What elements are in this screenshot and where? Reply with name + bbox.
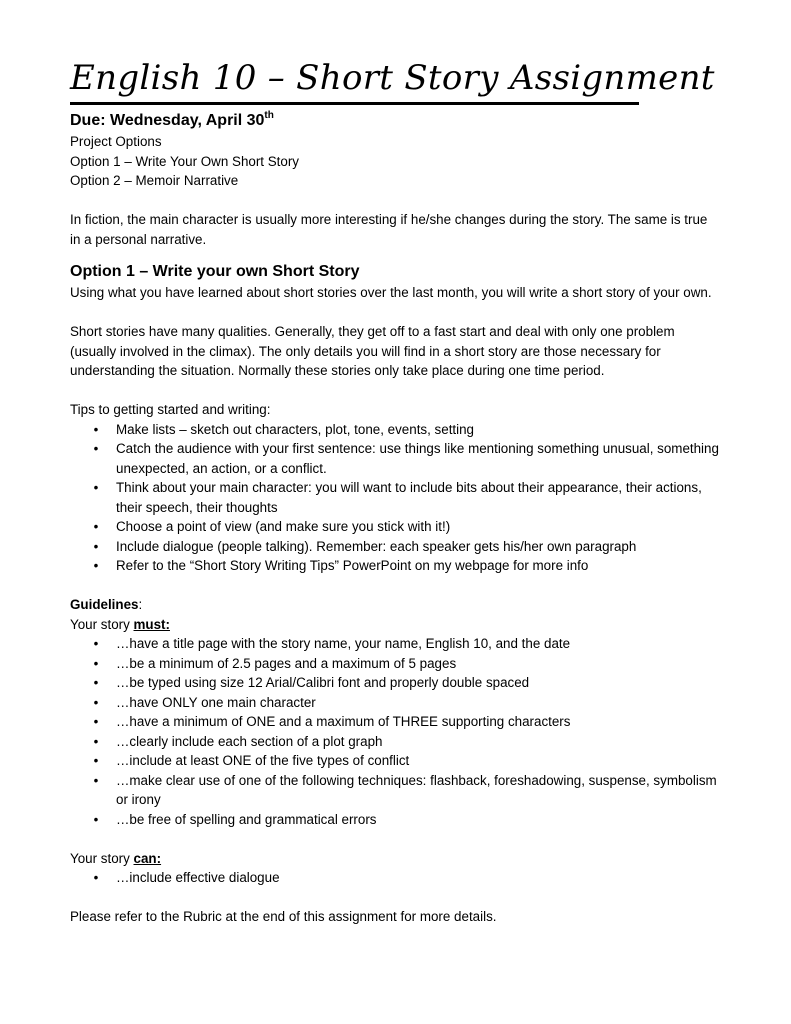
list-item (70, 420, 720, 440)
can-heading-prefix: Your story (70, 850, 134, 866)
list-item (70, 517, 720, 537)
list-item (70, 868, 720, 888)
bullet-icon: • (93, 753, 99, 768)
option1-paragraph-2: Short stories have many qualities. Generally, they get off to a fast start and deal with only one problem (usually involved in the climax). The only details you will find in a short story are those necessary for understanding the situation. Normally these stories only take place during one time period. (70, 324, 675, 378)
bullet-icon: • (93, 636, 99, 651)
list-item (70, 771, 720, 810)
spacer (70, 888, 720, 908)
list-item-text: …have a minimum of ONE and a maximum of THREE supporting characters (116, 714, 571, 729)
due-date-suffix: th (264, 109, 274, 121)
list-item-text: …be free of spelling and grammatical errors (116, 811, 377, 827)
due-date (70, 110, 720, 132)
list-item (70, 751, 720, 771)
can-heading (70, 849, 720, 869)
spacer (70, 576, 720, 596)
option1-heading: Option 1 – Write your own Short Story (70, 263, 360, 280)
list-item (70, 556, 720, 576)
list-item (70, 732, 720, 752)
bullet-icon: • (93, 811, 99, 827)
bullet-icon: • (93, 870, 99, 885)
bullet-icon: • (93, 733, 99, 749)
bullet-icon: • (93, 441, 99, 456)
must-list (70, 634, 720, 829)
page-title: English 10 – Short Story Assignment (70, 58, 715, 98)
must-heading-prefix: Your story (70, 616, 134, 632)
list-item-text: …make clear use of one of the following techniques: flashback, foreshadowing, suspense, symbolism or irony (116, 772, 717, 807)
spacer (70, 191, 720, 211)
list-item-text: …be a minimum of 2.5 pages and a maximum of 5 pages (116, 655, 457, 671)
spacer (70, 303, 720, 323)
list-item (70, 478, 720, 517)
bullet-icon: • (93, 655, 99, 671)
bullet-icon: • (93, 694, 99, 710)
list-item-text: Choose a point of view (and make sure you stick with it!) (116, 519, 451, 534)
list-item (70, 654, 720, 674)
option1-paragraph-1: Using what you have learned about short stories over the last month, you will write a short story of your own. (70, 285, 712, 300)
list-item (70, 634, 720, 654)
list-item-text: Catch the audience with your first sentence: use things like mentioning something unusual, something unexpected, an action, or a conflict. (116, 441, 719, 476)
list-item-text: …be typed using size 12 Arial/Calibri font and properly double spaced (116, 675, 530, 690)
list-item-text: Include dialogue (people talking). Remember: each speaker gets his/her own paragraph (116, 538, 637, 554)
list-item-text: …clearly include each section of a plot graph (116, 733, 383, 749)
list-item-text: …include effective dialogue (116, 870, 280, 885)
bullet-icon: • (93, 772, 99, 788)
list-item (70, 712, 720, 732)
project-option-1: Option 1 – Write Your Own Short Story (70, 153, 299, 169)
list-item-text: …have ONLY one main character (116, 694, 316, 710)
list-item (70, 673, 720, 693)
tips-heading: Tips to getting started and writing: (70, 402, 271, 417)
bullet-icon: • (93, 480, 99, 495)
guidelines-heading-label: Guidelines (70, 597, 139, 612)
closing-note: Please refer to the Rubric at the end of this assignment for more details. (70, 909, 497, 924)
guidelines-heading-colon: : (138, 597, 143, 612)
project-options-heading: Project Options (70, 134, 162, 149)
guidelines-heading (70, 595, 720, 615)
title-underline-rule (70, 102, 639, 105)
bullet-icon: • (93, 519, 99, 534)
due-date-label: Due: Wednesday, April 30 (70, 112, 265, 129)
can-list (70, 868, 720, 888)
list-item-text: Make lists – sketch out characters, plot, tone, events, setting (116, 421, 475, 437)
bullet-icon: • (93, 675, 99, 690)
bullet-icon: • (93, 558, 99, 573)
list-item-text: …have a title page with the story name, your name, English 10, and the date (116, 636, 571, 651)
list-item (70, 537, 720, 557)
list-item-text: Think about your main character: you will want to include bits about their appearance, their actions, their speech, their thoughts (116, 480, 702, 515)
bullet-icon: • (93, 538, 99, 554)
can-heading-keyword: can: (133, 850, 162, 866)
list-item-text: Refer to the “Short Story Writing Tips” PowerPoint on my webpage for more info (116, 558, 589, 573)
must-heading-keyword: must: (133, 616, 170, 632)
list-item (70, 693, 720, 713)
list-item-text: …include at least ONE of the five types of conflict (116, 753, 410, 768)
intro-paragraph: In fiction, the main character is usually more interesting if he/she changes during the story. The same is true in a personal narrative. (70, 212, 708, 247)
must-heading (70, 615, 720, 635)
bullet-icon: • (93, 421, 99, 437)
spacer (70, 829, 720, 849)
spacer (70, 381, 720, 401)
list-item (70, 810, 720, 830)
list-item (70, 439, 720, 478)
project-option-2: Option 2 – Memoir Narrative (70, 173, 239, 188)
assignment-page (70, 58, 720, 927)
bullet-icon: • (93, 714, 99, 729)
tips-list (70, 420, 720, 576)
